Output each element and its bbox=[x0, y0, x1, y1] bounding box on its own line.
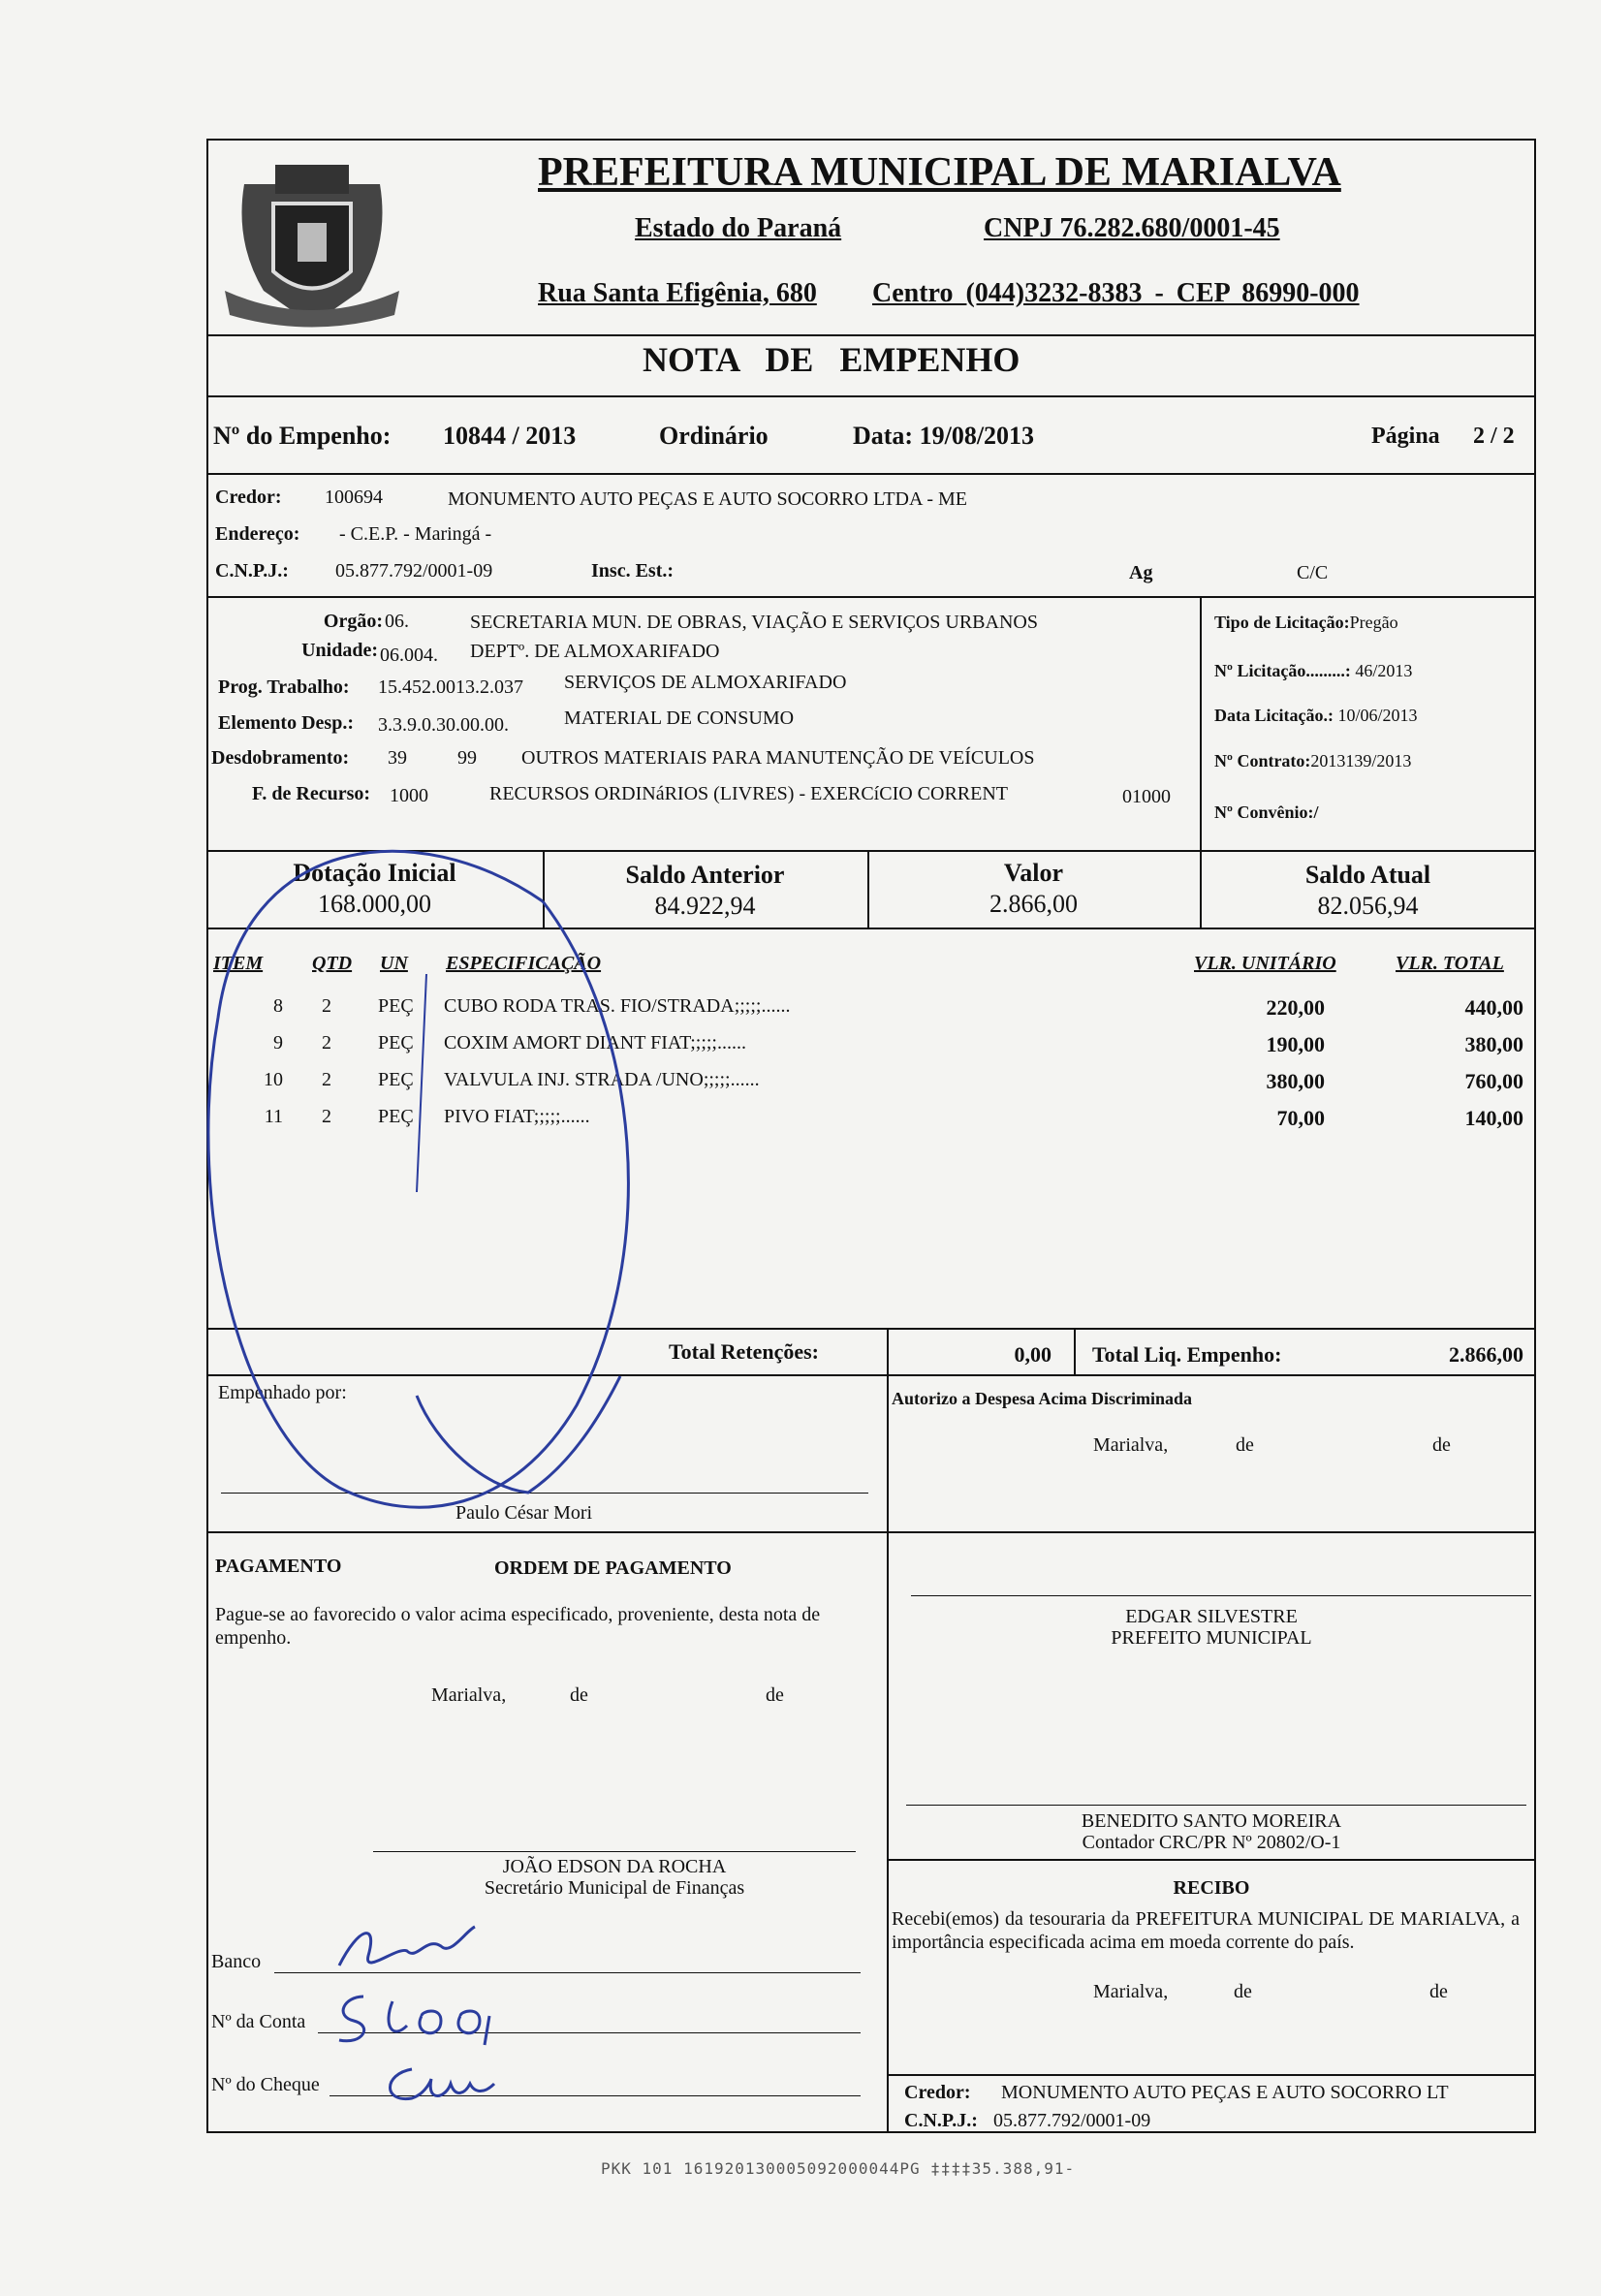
orgao-code: 06. bbox=[385, 611, 409, 632]
barcode-line: PKK 101 161920130005092000044PG ‡‡‡‡35.388,91- bbox=[601, 2159, 1076, 2178]
item-number: 10 bbox=[264, 1069, 283, 1090]
divider bbox=[206, 1374, 1536, 1376]
signature-line bbox=[911, 1595, 1531, 1596]
pagamento-label: PAGAMENTO bbox=[215, 1556, 342, 1577]
contrato-label: Nº Contrato: bbox=[1214, 751, 1311, 771]
accountant-title: Contador CRC/PR Nº 20802/O-1 bbox=[1082, 1832, 1341, 1853]
signature-line bbox=[373, 1851, 856, 1852]
handwritten-signature-cheque bbox=[373, 2055, 509, 2113]
recibo-cnpj-label: C.N.P.J.: bbox=[904, 2110, 978, 2131]
empenhado-label: Empenhado por: bbox=[218, 1382, 347, 1403]
col-un: UN bbox=[380, 953, 408, 974]
col-qtd: QTD bbox=[312, 953, 353, 974]
saldo-anterior-value: 84.922,94 bbox=[654, 892, 756, 920]
prog-code: 15.452.0013.2.037 bbox=[378, 676, 523, 698]
divider bbox=[887, 1374, 889, 1531]
col-espec: ESPECIFICAÇÃO bbox=[446, 953, 602, 974]
item-un: PEÇ bbox=[378, 1069, 414, 1090]
cc-label: C/C bbox=[1297, 562, 1329, 583]
de-1: de bbox=[1236, 1434, 1254, 1456]
tipo-licitacao-label bbox=[1214, 613, 1398, 633]
tipo-licitacao-value: Pregão bbox=[1349, 613, 1398, 632]
contrato-value: 2013139/2013 bbox=[1310, 751, 1412, 771]
header-district-phone: Centro (044)3232-8383 - CEP 86990-000 bbox=[872, 278, 1360, 308]
de-6: de bbox=[1429, 1981, 1448, 2002]
item-un: PEÇ bbox=[378, 1032, 414, 1054]
unidade-code: 06.004. bbox=[380, 645, 438, 666]
divider bbox=[887, 2074, 1536, 2076]
orgao-label: Orgão: bbox=[323, 611, 383, 632]
numero-licitacao bbox=[1214, 661, 1412, 681]
credor-code: 100694 bbox=[325, 487, 383, 508]
col-total: VLR. TOTAL bbox=[1396, 953, 1504, 974]
divider bbox=[206, 334, 1536, 336]
insc-label: Insc. Est.: bbox=[591, 560, 675, 582]
credor-cnpj: 05.877.792/0001-09 bbox=[335, 560, 493, 582]
coat-of-arms-icon bbox=[215, 145, 409, 334]
data-licitacao bbox=[1214, 706, 1417, 726]
endereco-label: Endereço: bbox=[215, 523, 300, 545]
credor-label: Credor: bbox=[215, 487, 282, 508]
item-qtd: 2 bbox=[322, 995, 331, 1017]
data-licitacao-label: Data Licitação.: bbox=[1214, 706, 1334, 725]
item-unit: 190,00 bbox=[1266, 1032, 1325, 1056]
item-qtd: 2 bbox=[322, 1032, 331, 1054]
item-desc: CUBO RODA TRAS. FIO/STRADA;;;;;...... bbox=[444, 995, 791, 1017]
recibo-cnpj-value: 05.877.792/0001-09 bbox=[993, 2110, 1151, 2131]
divider bbox=[1200, 596, 1202, 850]
de-4: de bbox=[766, 1684, 784, 1706]
page-number: 2 / 2 bbox=[1473, 424, 1515, 449]
doc-title: NOTA DE EMPENHO bbox=[643, 340, 1020, 379]
elemento-label: Elemento Desp.: bbox=[218, 712, 354, 734]
liq-label: Total Liq. Empenho: bbox=[1092, 1342, 1282, 1367]
item-total: 380,00 bbox=[1464, 1032, 1523, 1056]
signature-line bbox=[221, 1493, 868, 1494]
divider bbox=[206, 473, 1536, 475]
unidade-name: DEPTº. DE ALMOXARIFADO bbox=[470, 641, 720, 662]
credor-cnpj-label: C.N.P.J.: bbox=[215, 560, 289, 582]
item-un: PEÇ bbox=[378, 995, 414, 1017]
prog-label: Prog. Trabalho: bbox=[218, 676, 350, 698]
tipo-licitacao-label-text: Tipo de Licitação: bbox=[1214, 613, 1350, 632]
signer-paulo: Paulo César Mori bbox=[455, 1502, 593, 1524]
ordem-pagamento-label: ORDEM DE PAGAMENTO bbox=[494, 1557, 732, 1579]
recurso-code: 1000 bbox=[390, 785, 428, 806]
empenho-number: 10844 / 2013 bbox=[443, 422, 577, 450]
recurso-label: F. de Recurso: bbox=[252, 783, 371, 804]
accountant-name: BENEDITO SANTO MOREIRA bbox=[1081, 1810, 1342, 1832]
retencoes-value: 0,00 bbox=[1014, 1342, 1052, 1367]
recurso-name: RECURSOS ORDINáRIOS (LIVRES) - EXERCíCIO CORRENT bbox=[489, 783, 1009, 804]
ag-label: Ag bbox=[1129, 562, 1153, 583]
header-cnpj: CNPJ 76.282.680/0001-45 bbox=[984, 213, 1280, 243]
col-unit: VLR. UNITÁRIO bbox=[1194, 953, 1336, 974]
recibo-text: Recebi(emos) da tesouraria da PREFEITURA MUNICIPAL DE MARIALVA, a importância especificada acima em moeda corrente do país. bbox=[892, 1908, 1520, 1953]
elemento-name: MATERIAL DE CONSUMO bbox=[564, 708, 795, 729]
divider bbox=[206, 928, 1536, 929]
item-unit: 70,00 bbox=[1276, 1106, 1325, 1130]
contrato bbox=[1214, 751, 1411, 771]
divider bbox=[206, 1328, 1536, 1330]
handwritten-signature-banco bbox=[330, 1917, 514, 1985]
item-desc: VALVULA INJ. STRADA /UNO;;;;;...... bbox=[444, 1069, 760, 1090]
de-3: de bbox=[570, 1684, 588, 1706]
data-licitacao-value: 10/06/2013 bbox=[1337, 706, 1418, 725]
col-item: ITEM bbox=[213, 953, 264, 974]
item-number: 8 bbox=[273, 995, 283, 1017]
de-2: de bbox=[1432, 1434, 1451, 1456]
desdobramento-label: Desdobramento: bbox=[211, 747, 350, 769]
dotacao-label: Dotação Inicial bbox=[293, 859, 456, 887]
elemento-code: 3.3.9.0.30.00.00. bbox=[378, 714, 509, 736]
item-un: PEÇ bbox=[378, 1106, 414, 1127]
empenho-type: Ordinário bbox=[659, 422, 769, 450]
prog-name: SERVIÇOS DE ALMOXARIFADO bbox=[564, 672, 847, 693]
item-number: 9 bbox=[273, 1032, 283, 1054]
banco-label: Banco bbox=[211, 1951, 262, 1972]
page-label: Página bbox=[1371, 424, 1440, 449]
divider bbox=[1074, 1328, 1076, 1374]
numero-licitacao-value: 46/2013 bbox=[1355, 661, 1413, 680]
secretary-title: Secretário Municipal de Finanças bbox=[484, 1877, 745, 1899]
conta-label: Nº da Conta bbox=[211, 2011, 306, 2032]
divider bbox=[206, 596, 1536, 598]
valor-label: Valor bbox=[1003, 859, 1064, 887]
item-total: 440,00 bbox=[1464, 995, 1523, 1020]
cheque-label: Nº do Cheque bbox=[211, 2074, 320, 2095]
saldo-atual-value: 82.056,94 bbox=[1317, 892, 1419, 920]
item-desc: COXIM AMORT DIANT FIAT;;;;;...... bbox=[444, 1032, 746, 1054]
city-3: Marialva, bbox=[1093, 1981, 1169, 2002]
item-unit: 220,00 bbox=[1266, 995, 1325, 1020]
saldo-anterior-label: Saldo Anterior bbox=[625, 861, 785, 889]
pague-text: Pague-se ao favorecido o valor acima especificado, proveniente, desta nota de empenho. bbox=[215, 1604, 821, 1649]
recibo-credor-label: Credor: bbox=[904, 2082, 971, 2103]
mayor-name: EDGAR SILVESTRE bbox=[1125, 1606, 1298, 1627]
item-desc: PIVO FIAT;;;;;...... bbox=[444, 1106, 590, 1127]
recibo-title: RECIBO bbox=[1173, 1877, 1250, 1899]
mayor-title: PREFEITO MUNICIPAL bbox=[1111, 1627, 1312, 1649]
unidade-label: Unidade: bbox=[301, 640, 378, 661]
item-total: 140,00 bbox=[1464, 1106, 1523, 1130]
credor-name: MONUMENTO AUTO PEÇAS E AUTO SOCORRO LTDA - ME bbox=[448, 488, 967, 510]
divider bbox=[206, 395, 1536, 397]
divider bbox=[887, 1859, 1536, 1861]
signature-line bbox=[906, 1805, 1526, 1806]
de-5: de bbox=[1234, 1981, 1252, 2002]
numero-licitacao-label: Nº Licitação.........: bbox=[1214, 661, 1351, 680]
item-unit: 380,00 bbox=[1266, 1069, 1325, 1093]
liq-value: 2.866,00 bbox=[1449, 1342, 1523, 1367]
autorizo-label: Autorizo a Despesa Acima Discriminada bbox=[892, 1389, 1192, 1408]
convenio-label: Nº Convênio:/ bbox=[1214, 802, 1319, 822]
item-qtd: 2 bbox=[322, 1069, 331, 1090]
empenho-label: Nº do Empenho: bbox=[213, 422, 392, 450]
city-1: Marialva, bbox=[1093, 1434, 1169, 1456]
header-address: Rua Santa Efigênia, 680 bbox=[538, 278, 817, 308]
item-total: 760,00 bbox=[1464, 1069, 1523, 1093]
desdobramento-name: OUTROS MATERIAIS PARA MANUTENÇÃO DE VEÍCULOS bbox=[521, 747, 1035, 769]
divider bbox=[206, 850, 1536, 852]
handwritten-signature-conta bbox=[325, 1987, 509, 2055]
saldo-atual-label: Saldo Atual bbox=[1304, 861, 1431, 889]
header-state: Estado do Paraná bbox=[635, 213, 842, 243]
recibo-credor-name: MONUMENTO AUTO PEÇAS E AUTO SOCORRO LT bbox=[1001, 2082, 1449, 2103]
desdobramento-b: 99 bbox=[457, 747, 477, 769]
desdobramento-a: 39 bbox=[388, 747, 407, 769]
city-2: Marialva, bbox=[431, 1684, 507, 1706]
orgao-name: SECRETARIA MUN. DE OBRAS, VIAÇÃO E SERVIÇOS URBANOS bbox=[470, 612, 1038, 633]
dotacao-value: 168.000,00 bbox=[318, 890, 431, 918]
empenho-date: Data: 19/08/2013 bbox=[853, 422, 1035, 450]
endereco-value: - C.E.P. - Maringá - bbox=[339, 523, 492, 545]
divider bbox=[887, 1328, 889, 1374]
valor-value: 2.866,00 bbox=[989, 890, 1078, 918]
recurso-extra: 01000 bbox=[1122, 786, 1171, 807]
item-qtd: 2 bbox=[322, 1106, 331, 1127]
secretary-name: JOÃO EDSON DA ROCHA bbox=[502, 1856, 727, 1877]
divider bbox=[206, 1531, 1536, 1533]
item-number: 11 bbox=[264, 1106, 283, 1127]
retencoes-label: Total Retenções: bbox=[669, 1339, 819, 1364]
header-title: PREFEITURA MUNICIPAL DE MARIALVA bbox=[538, 150, 1341, 195]
